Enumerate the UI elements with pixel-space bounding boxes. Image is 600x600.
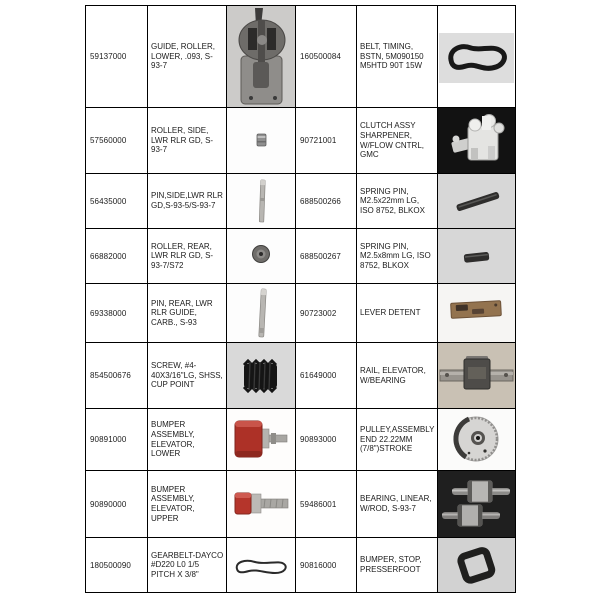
part-number: 688500266 [300, 196, 341, 206]
part-photo-cell [438, 108, 516, 174]
part-number: 688500267 [300, 251, 341, 261]
part-number-cell [296, 6, 357, 108]
table-row [86, 6, 516, 108]
part-number: 57560000 [90, 136, 127, 145]
part-number-cell [86, 284, 148, 343]
part-description: PULLEY,ASSEMBLY END 22.22MM (7/8")STROKE [360, 425, 435, 454]
part-photo-cell [438, 284, 516, 343]
elevator-rail-photo [438, 343, 515, 408]
gearbelt-photo [227, 538, 295, 592]
part-description: BUMPER ASSEMBLY, ELEVATOR, UPPER [151, 484, 195, 523]
set-screw-photo [227, 343, 295, 408]
part-number-cell [296, 229, 357, 284]
part-description: BELT, TIMING, BSTN, 5M090150 M5HTD 90T 15W [360, 42, 424, 71]
part-number: 90723002 [300, 308, 337, 318]
part-description: PIN,SIDE,LWR RLR GD,S-93-5/S-93-7 [151, 191, 223, 210]
table-row [86, 538, 516, 593]
part-description: ROLLER, REAR, LWR RLR GD, S-93-7/S72 [151, 241, 214, 270]
part-description: ROLLER, SIDE, LWR RLR GD, S-93-7 [151, 126, 214, 155]
part-number-cell [86, 471, 148, 538]
part-number-cell [296, 108, 357, 174]
description-cell [357, 6, 438, 108]
presserfoot-bumper-photo [438, 538, 515, 592]
description-cell [357, 108, 438, 174]
part-number-cell [296, 471, 357, 538]
part-photo-cell [227, 229, 296, 284]
timing-belt-photo [438, 6, 515, 107]
part-number: 69338000 [90, 308, 127, 318]
part-number-cell [296, 538, 357, 593]
description-cell [357, 174, 438, 229]
table-row [86, 343, 516, 409]
part-number: 59486001 [300, 499, 337, 509]
table-row [86, 108, 516, 174]
part-number: 160500084 [300, 52, 341, 61]
part-number: 59137000 [90, 52, 127, 61]
description-cell [357, 229, 438, 284]
part-number-cell [296, 343, 357, 409]
description-cell [357, 471, 438, 538]
description-cell [357, 409, 438, 471]
part-number: 90893000 [300, 435, 337, 444]
part-photo-cell [438, 174, 516, 229]
part-photo-cell [438, 409, 516, 471]
part-number: 66882000 [90, 251, 127, 261]
part-number-cell [86, 229, 148, 284]
side-roller-photo [227, 108, 295, 173]
part-number: 90890000 [90, 499, 127, 509]
part-number-cell [86, 409, 148, 471]
part-number: 180500090 [90, 560, 131, 570]
description-cell [148, 471, 227, 538]
part-description: BUMPER, STOP, PRESSERFOOT [360, 555, 422, 574]
part-number: 61649000 [300, 371, 337, 380]
part-number-cell [296, 174, 357, 229]
description-cell [357, 538, 438, 593]
part-photo-cell [438, 538, 516, 593]
part-description: LEVER DETENT [360, 308, 421, 318]
part-number: 56435000 [90, 196, 127, 206]
spring-pin-22mm-photo [438, 174, 515, 228]
part-photo-cell [438, 471, 516, 538]
part-description: BEARING, LINEAR, W/ROD, S-93-7 [360, 494, 432, 513]
part-photo-cell [438, 343, 516, 409]
description-cell [148, 229, 227, 284]
part-number-cell [296, 409, 357, 471]
part-number-cell [86, 538, 148, 593]
part-number-cell [86, 108, 148, 174]
description-cell [148, 108, 227, 174]
part-photo-cell [227, 538, 296, 593]
upper-bumper-photo [227, 471, 295, 537]
part-photo-cell [227, 284, 296, 343]
description-cell [148, 538, 227, 593]
table-row [86, 471, 516, 538]
description-cell [148, 343, 227, 409]
part-description: GEARBELT-DAYCO #D220 L0 1/5 PITCH X 3/8" [151, 550, 224, 579]
part-photo-cell [227, 108, 296, 174]
table-row [86, 229, 516, 284]
part-description: GUIDE, ROLLER, LOWER, .093, S-93-7 [151, 42, 216, 71]
part-number-cell [86, 6, 148, 108]
spring-pin-8mm-photo [438, 229, 515, 283]
description-cell [148, 284, 227, 343]
part-photo-cell [227, 409, 296, 471]
part-description: BUMPER ASSEMBLY, ELEVATOR, LOWER [151, 420, 195, 459]
pulley-assembly-photo [438, 409, 515, 470]
description-cell [357, 284, 438, 343]
part-number: 90891000 [90, 435, 127, 444]
part-description: RAIL, ELEVATOR, W/BEARING [360, 365, 426, 385]
lever-detent-photo [438, 284, 515, 342]
part-photo-cell [438, 6, 516, 108]
lower-roller-guide-photo [227, 6, 295, 107]
part-photo-cell [227, 6, 296, 108]
part-number: 854500676 [90, 371, 131, 380]
part-description: SPRING PIN, M2.5x8mm LG, ISO 8752, BLKOX [360, 241, 431, 270]
lower-bumper-photo [227, 409, 295, 470]
description-cell [148, 6, 227, 108]
parts-table [85, 5, 516, 593]
part-number: 90721001 [300, 136, 337, 145]
description-cell [357, 343, 438, 409]
description-cell [148, 174, 227, 229]
part-number-cell [86, 174, 148, 229]
side-pin-photo [227, 174, 295, 228]
part-number-cell [296, 284, 357, 343]
table-row [86, 409, 516, 471]
part-photo-cell [438, 229, 516, 284]
part-number-cell [86, 343, 148, 409]
table-row [86, 284, 516, 343]
part-photo-cell [227, 174, 296, 229]
linear-bearing-photo [438, 471, 515, 537]
table-row [86, 174, 516, 229]
part-photo-cell [227, 343, 296, 409]
part-description: PIN, REAR, LWR RLR GUIDE, CARB., S-93 [151, 298, 213, 327]
part-number: 90816000 [300, 560, 337, 570]
description-cell [148, 409, 227, 471]
rear-pin-photo [227, 284, 295, 342]
part-description: SCREW, #4-40X3/16"LG, SHSS, CUP POINT [151, 361, 223, 390]
clutch-assembly-photo [438, 108, 515, 173]
part-description: SPRING PIN, M2.5x22mm LG, ISO 8752, BLKOX [360, 186, 425, 215]
part-photo-cell [227, 471, 296, 538]
part-description: CLUTCH ASSY SHARPENER, W/FLOW CNTRL, GMC [360, 121, 424, 160]
rear-roller-photo [227, 229, 295, 283]
